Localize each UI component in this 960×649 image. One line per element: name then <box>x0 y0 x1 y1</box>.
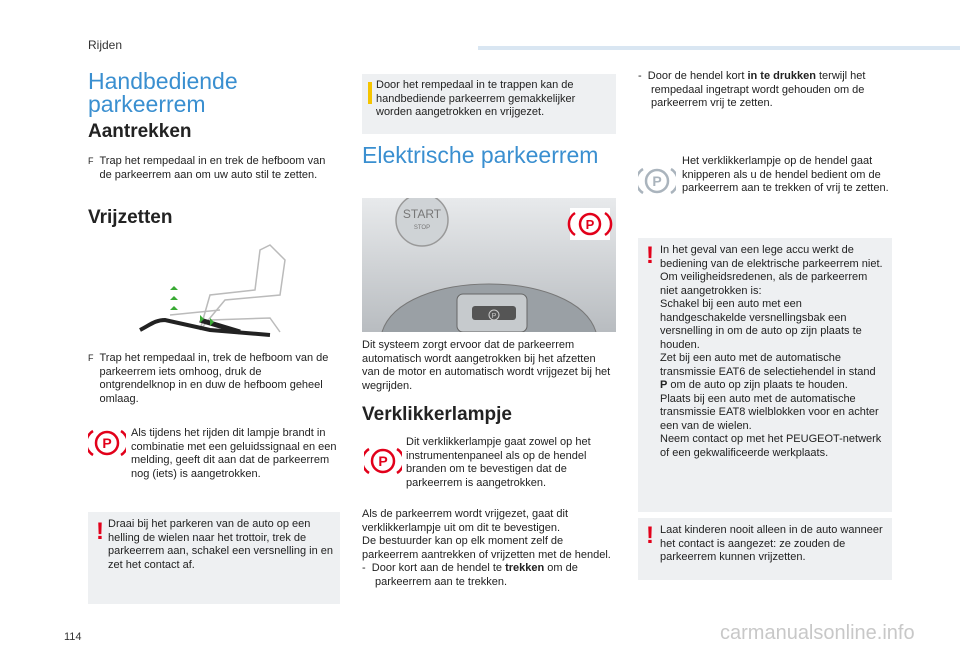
watermark: carmanualsonline.info <box>720 622 915 644</box>
verklikker-text: Dit verklikkerlampje gaat zowel op het instrumentenpaneel als op de hendel branden om te bevestigen dat de parkeerrem is aangetrokken. <box>406 436 591 489</box>
info-bar <box>368 82 372 104</box>
blink-lamp-icon <box>638 166 676 196</box>
warning-icon: ! <box>646 522 654 549</box>
warning-text: Draai bij het parkeren van de auto op een helling de wielen naar het trottoir, trek de parkeerrem aan, schakel een versnelling in en zet het contact af. <box>108 518 334 571</box>
stop-label: STOP <box>413 225 431 231</box>
p-icon-letter: P <box>102 435 112 451</box>
flag-icon: F <box>88 156 94 166</box>
warning-box-1 <box>88 512 340 604</box>
title-handbediende: Handbediende parkeerrem <box>88 68 238 117</box>
system-text: Dit systeem zorgt ervoor dat de parkeerrem automatisch wordt aangetrokken bij het afzetten van de motor en automatisch wordt vrijgezet bij het wegrijden. <box>362 339 611 392</box>
header-bar <box>478 46 960 50</box>
blink-text: Het verklikkerlampje op de hendel gaat knipperen als u de hendel bedient om de parkeerrem aan te trekken of vrij te zetten. <box>682 155 889 194</box>
page-number: 114 <box>64 631 82 643</box>
overlay-p-icon: P <box>585 217 595 232</box>
console-image <box>362 198 616 332</box>
title-elektrische: Elektrische parkeerrem <box>362 142 599 168</box>
warning-icon: ! <box>96 518 104 545</box>
heading-aantrekken: Aantrekken <box>88 121 192 142</box>
start-label: START <box>402 207 442 221</box>
vrijzetten-text: F Trap het rempedaal in, trek de hefboom van de parkeerrem iets omhoog, druk de ontgrendelknop in en duw de hefboom geheel omlaag. <box>88 352 329 405</box>
lamp-text: Als tijdens het rijden dit lampje brandt in combinatie met een geluidssignaal en een melding, geeft dit aan dat de parkeerrem nog (iets) is aangetrokken. <box>131 427 337 480</box>
info-box <box>362 74 616 134</box>
warning-2-text: In het geval van een lege accu werkt de bediening van de elektrische parkeerrem niet. Om veiligheidsredenen, als de parkeerrem niet aangetrokken is: Schakel bij een auto met een handgeschakelde versnellingsbak een versnelling in om de auto op zijn plaats te houden. Zet bij een auto met de automatische transmissie EAT6 de selectiehendel in stand P om de auto op zijn plaats te houden. Plaats bij een auto met de automatische transmissie EAT8 wielblokken voor en achter een van de wielen. Neem contact op met het PEUGEOT-netwerk of een gekwalificeerde werkplaats. <box>660 244 883 459</box>
warning-box-3 <box>638 518 892 580</box>
pedal-illustration <box>130 240 300 340</box>
warning-box-2 <box>638 238 892 512</box>
info-text: Door het rempedaal in te trappen kan de handbediende parkeerrem gemakkelijker worden aangetrokken en vrijgezet. <box>376 79 576 118</box>
section-label: Rijden <box>88 38 123 52</box>
release-text: Als de parkeerrem wordt vrijgezet, gaat dit verklikkerlampje uit om dit te bevestigen. <box>362 508 569 534</box>
p-icon-letter: P <box>378 453 388 469</box>
flag-icon: F <box>88 353 94 363</box>
release-block <box>362 508 616 589</box>
warning-icon: ! <box>646 242 654 269</box>
p-icon-letter: P <box>652 173 662 189</box>
bullet-1: - Door kort aan de hendel te trekken om de parkeerrem aan te trekken. <box>362 562 578 588</box>
driver-text: De bestuurder kan op elk moment zelf de parkeerrem aantrekken of vrijzetten met de hendel. <box>362 535 611 561</box>
warning-3-text: Laat kinderen nooit alleen in de auto wanneer het contact is aangezet: ze zouden de parkeerrem kunnen vrijzetten. <box>660 524 883 563</box>
heading-vrijzetten: Vrijzetten <box>88 207 173 228</box>
brake-lamp-icon <box>364 446 402 476</box>
brake-warning-icon <box>88 428 126 458</box>
aantrekken-text: F Trap het rempedaal in en trek de hefboom van de parkeerrem aan om uw auto stil te zetten. <box>88 155 326 181</box>
heading-verklikker: Verklikkerlampje <box>362 404 512 425</box>
bullet-2: - Door de hendel kort in te drukken terwijl het rempedaal ingetrapt wordt gehouden om de parkeerrem vrij te zetten. <box>638 70 866 109</box>
lever-p-label: P <box>491 313 497 320</box>
